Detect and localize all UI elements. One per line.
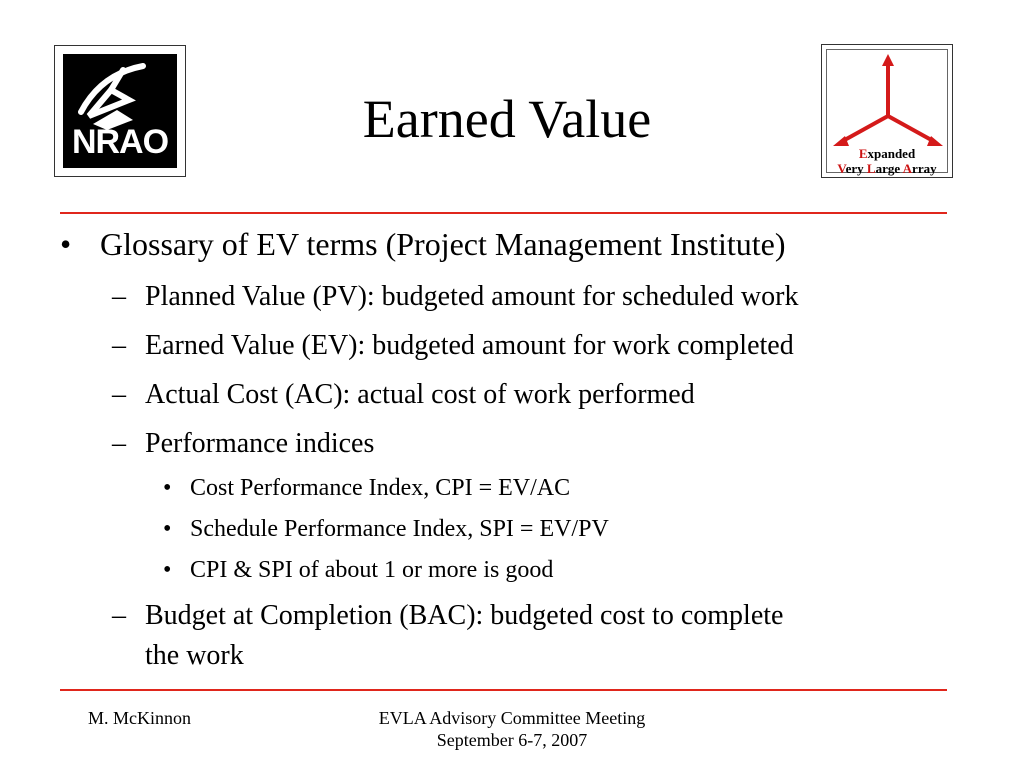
bullet-dot: • [163, 516, 172, 542]
bullet-text: Performance indices [145, 428, 375, 459]
evla-logo-line2: Very Large Array [837, 161, 937, 176]
nrao-logo-text: NRAO [71, 123, 169, 161]
bullet-text: Glossary of EV terms (Project Management Institute) [100, 226, 786, 262]
bullet-level2-indices [112, 424, 962, 464]
bullet-text: Cost Performance Index, CPI = EV/AC [190, 475, 571, 501]
bullet-dot: • [163, 557, 172, 583]
dash-mark: – [112, 600, 126, 631]
evla-logo [821, 44, 953, 178]
bullet-level3-good [163, 554, 863, 586]
dash-mark: – [112, 330, 126, 361]
bottom-divider [60, 689, 947, 691]
bullet-level2-pv [112, 277, 962, 317]
bullet-text: Actual Cost (AC): actual cost of work performed [145, 379, 695, 410]
footer-event [362, 707, 662, 751]
top-divider [60, 212, 947, 214]
bullet-text: Earned Value (EV): budgeted amount for work completed [145, 330, 794, 361]
dash-mark: – [112, 379, 126, 410]
bullet-dot: • [60, 226, 72, 262]
bullet-level3-cpi [163, 472, 863, 504]
bullet-level2-ev [112, 326, 962, 366]
bullet-text: Schedule Performance Index, SPI = EV/PV [190, 516, 609, 542]
footer-event-line1: EVLA Advisory Committee Meeting [378, 708, 646, 728]
bullet-text-line2: the work [145, 640, 244, 671]
bullet-text: Planned Value (PV): budgeted amount for scheduled work [145, 281, 799, 312]
footer-author: M. McKinnon [88, 708, 191, 728]
bullet-level2-bac [112, 596, 962, 676]
bullet-text: CPI & SPI of about 1 or more is good [190, 557, 554, 583]
evla-logo-line1: Expanded [858, 146, 916, 161]
bullet-level3-spi [163, 513, 863, 545]
footer-event-line2: September 6-7, 2007 [436, 730, 588, 750]
bullet-dot: • [163, 475, 172, 501]
bullet-level2-ac [112, 375, 962, 415]
dash-mark: – [112, 428, 126, 459]
evla-logo-frame [826, 49, 948, 176]
bullet-level1 [60, 222, 980, 266]
slide-title: Earned Value [362, 89, 652, 149]
dash-mark: – [112, 281, 126, 312]
nrao-logo [54, 45, 186, 177]
nrao-logo-mark [63, 54, 177, 168]
bullet-text-line1: Budget at Completion (BAC): budgeted cost to complete [145, 600, 784, 631]
